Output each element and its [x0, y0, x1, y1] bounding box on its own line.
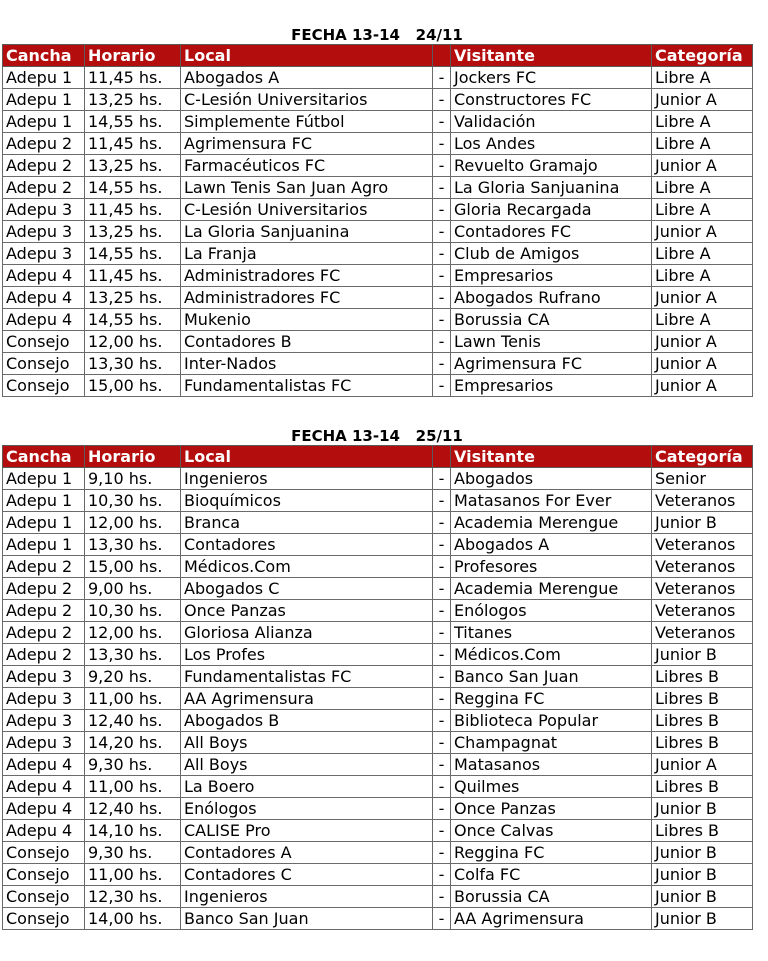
categoria-cell: Libres B	[652, 732, 753, 754]
horario-cell: 13,30 hs.	[85, 353, 181, 375]
cancha-cell: Adepu 1	[3, 89, 85, 111]
local-cell: Agrimensura FC	[181, 133, 433, 155]
horario-cell: 12,00 hs.	[85, 622, 181, 644]
table-row	[3, 133, 753, 155]
cancha-cell: Adepu 4	[3, 754, 85, 776]
cancha-cell: Adepu 4	[3, 776, 85, 798]
table-row	[3, 798, 753, 820]
cancha-cell: Adepu 1	[3, 111, 85, 133]
local-cell: Inter-Nados	[181, 353, 433, 375]
horario-cell: 13,25 hs.	[85, 287, 181, 309]
horario-cell: 11,45 hs.	[85, 67, 181, 89]
fixture-table	[2, 445, 753, 930]
cancha-cell: Adepu 2	[3, 578, 85, 600]
horario-cell: 12,00 hs.	[85, 512, 181, 534]
table-row	[3, 375, 753, 397]
visitante-cell: Revuelto Gramajo	[451, 155, 652, 177]
categoria-cell: Veteranos	[652, 600, 753, 622]
categoria-cell: Libre A	[652, 111, 753, 133]
separator-cell: -	[433, 468, 451, 490]
local-cell: Fundamentalistas FC	[181, 375, 433, 397]
separator-cell: -	[433, 820, 451, 842]
horario-cell: 11,45 hs.	[85, 199, 181, 221]
visitante-cell: Academia Merengue	[451, 578, 652, 600]
table-row	[3, 89, 753, 111]
visitante-cell: Empresarios	[451, 375, 652, 397]
cancha-cell: Adepu 2	[3, 600, 85, 622]
separator-cell: -	[433, 490, 451, 512]
header-categoria: Categoría	[652, 45, 753, 67]
separator-cell: -	[433, 375, 451, 397]
separator-cell: -	[433, 133, 451, 155]
table-row	[3, 732, 753, 754]
visitante-cell: Colfa FC	[451, 864, 652, 886]
local-cell: Enólogos	[181, 798, 433, 820]
separator-cell: -	[433, 798, 451, 820]
separator-cell: -	[433, 177, 451, 199]
horario-cell: 14,00 hs.	[85, 908, 181, 930]
table-header-row	[3, 45, 753, 67]
table-row	[3, 490, 753, 512]
cancha-cell: Adepu 1	[3, 534, 85, 556]
header-local: Local	[181, 45, 433, 67]
visitante-cell: Abogados A	[451, 534, 652, 556]
visitante-cell: Borussia CA	[451, 309, 652, 331]
separator-cell: -	[433, 309, 451, 331]
cancha-cell: Adepu 1	[3, 512, 85, 534]
visitante-cell: Quilmes	[451, 776, 652, 798]
visitante-cell: Lawn Tenis	[451, 331, 652, 353]
table-row	[3, 688, 753, 710]
local-cell: Administradores FC	[181, 287, 433, 309]
header-local: Local	[181, 446, 433, 468]
horario-cell: 14,10 hs.	[85, 820, 181, 842]
separator-cell: -	[433, 842, 451, 864]
horario-cell: 14,55 hs.	[85, 111, 181, 133]
cancha-cell: Consejo	[3, 908, 85, 930]
visitante-cell: Abogados	[451, 468, 652, 490]
categoria-cell: Libres B	[652, 666, 753, 688]
horario-cell: 12,00 hs.	[85, 331, 181, 353]
cancha-cell: Adepu 4	[3, 287, 85, 309]
categoria-cell: Veteranos	[652, 556, 753, 578]
table-row	[3, 534, 753, 556]
visitante-cell: Biblioteca Popular	[451, 710, 652, 732]
local-cell: C-Lesión Universitarios	[181, 199, 433, 221]
header-horario: Horario	[85, 45, 181, 67]
visitante-cell: Titanes	[451, 622, 652, 644]
table-row	[3, 622, 753, 644]
horario-cell: 9,20 hs.	[85, 666, 181, 688]
categoria-cell: Junior A	[652, 221, 753, 243]
separator-cell: -	[433, 688, 451, 710]
table-row	[3, 578, 753, 600]
separator-cell: -	[433, 908, 451, 930]
visitante-cell: Once Panzas	[451, 798, 652, 820]
table-row	[3, 600, 753, 622]
local-cell: Gloriosa Alianza	[181, 622, 433, 644]
local-cell: Médicos.Com	[181, 556, 433, 578]
table-row	[3, 243, 753, 265]
cancha-cell: Adepu 3	[3, 199, 85, 221]
header-visitante: Visitante	[451, 45, 652, 67]
header-categoria: Categoría	[652, 446, 753, 468]
separator-cell: -	[433, 331, 451, 353]
visitante-cell: Once Calvas	[451, 820, 652, 842]
table-row	[3, 67, 753, 89]
local-cell: Contadores	[181, 534, 433, 556]
local-cell: CALISE Pro	[181, 820, 433, 842]
separator-cell: -	[433, 776, 451, 798]
table-row	[3, 111, 753, 133]
table-row	[3, 710, 753, 732]
table-row	[3, 155, 753, 177]
header-separator	[433, 446, 451, 468]
visitante-cell: Champagnat	[451, 732, 652, 754]
categoria-cell: Junior B	[652, 908, 753, 930]
horario-cell: 9,00 hs.	[85, 578, 181, 600]
horario-cell: 13,25 hs.	[85, 221, 181, 243]
cancha-cell: Consejo	[3, 864, 85, 886]
separator-cell: -	[433, 556, 451, 578]
horario-cell: 10,30 hs.	[85, 600, 181, 622]
separator-cell: -	[433, 732, 451, 754]
table-row	[3, 309, 753, 331]
local-cell: Contadores C	[181, 864, 433, 886]
table-row	[3, 820, 753, 842]
categoria-cell: Libres B	[652, 688, 753, 710]
horario-cell: 13,30 hs.	[85, 534, 181, 556]
table-row	[3, 353, 753, 375]
visitante-cell: La Gloria Sanjuanina	[451, 177, 652, 199]
separator-cell: -	[433, 512, 451, 534]
cancha-cell: Consejo	[3, 842, 85, 864]
local-cell: Ingenieros	[181, 886, 433, 908]
categoria-cell: Veteranos	[652, 534, 753, 556]
categoria-cell: Junior B	[652, 512, 753, 534]
local-cell: All Boys	[181, 754, 433, 776]
cancha-cell: Adepu 3	[3, 710, 85, 732]
cancha-cell: Adepu 2	[3, 644, 85, 666]
cancha-cell: Adepu 1	[3, 67, 85, 89]
horario-cell: 13,25 hs.	[85, 89, 181, 111]
fixture-table	[2, 44, 753, 397]
separator-cell: -	[433, 287, 451, 309]
section-title: FECHA 13-14 24/11	[291, 26, 463, 44]
separator-cell: -	[433, 534, 451, 556]
categoria-cell: Junior B	[652, 886, 753, 908]
table-row	[3, 666, 753, 688]
separator-cell: -	[433, 199, 451, 221]
separator-cell: -	[433, 864, 451, 886]
separator-cell: -	[433, 578, 451, 600]
horario-cell: 12,30 hs.	[85, 886, 181, 908]
local-cell: C-Lesión Universitarios	[181, 89, 433, 111]
categoria-cell: Junior B	[652, 864, 753, 886]
local-cell: Fundamentalistas FC	[181, 666, 433, 688]
local-cell: Ingenieros	[181, 468, 433, 490]
table-row	[3, 287, 753, 309]
table-row	[3, 908, 753, 930]
cancha-cell: Adepu 3	[3, 221, 85, 243]
horario-cell: 11,45 hs.	[85, 133, 181, 155]
table-row	[3, 221, 753, 243]
categoria-cell: Libres B	[652, 776, 753, 798]
categoria-cell: Libre A	[652, 177, 753, 199]
header-visitante: Visitante	[451, 446, 652, 468]
separator-cell: -	[433, 754, 451, 776]
visitante-cell: Reggina FC	[451, 688, 652, 710]
categoria-cell: Senior	[652, 468, 753, 490]
table-row	[3, 842, 753, 864]
cancha-cell: Consejo	[3, 375, 85, 397]
visitante-cell: Academia Merengue	[451, 512, 652, 534]
cancha-cell: Adepu 2	[3, 177, 85, 199]
horario-cell: 9,10 hs.	[85, 468, 181, 490]
categoria-cell: Junior A	[652, 353, 753, 375]
separator-cell: -	[433, 111, 451, 133]
local-cell: AA Agrimensura	[181, 688, 433, 710]
separator-cell: -	[433, 67, 451, 89]
visitante-cell: Contadores FC	[451, 221, 652, 243]
categoria-cell: Libre A	[652, 67, 753, 89]
horario-cell: 13,25 hs.	[85, 155, 181, 177]
visitante-cell: Empresarios	[451, 265, 652, 287]
local-cell: Banco San Juan	[181, 908, 433, 930]
separator-cell: -	[433, 265, 451, 287]
horario-cell: 9,30 hs.	[85, 754, 181, 776]
horario-cell: 14,55 hs.	[85, 309, 181, 331]
categoria-cell: Libre A	[652, 199, 753, 221]
local-cell: Branca	[181, 512, 433, 534]
cancha-cell: Adepu 2	[3, 133, 85, 155]
table-row	[3, 886, 753, 908]
local-cell: All Boys	[181, 732, 433, 754]
cancha-cell: Consejo	[3, 886, 85, 908]
categoria-cell: Libre A	[652, 243, 753, 265]
visitante-cell: Abogados Rufrano	[451, 287, 652, 309]
separator-cell: -	[433, 644, 451, 666]
cancha-cell: Adepu 2	[3, 622, 85, 644]
categoria-cell: Junior B	[652, 798, 753, 820]
categoria-cell: Junior A	[652, 287, 753, 309]
categoria-cell: Veteranos	[652, 622, 753, 644]
horario-cell: 11,00 hs.	[85, 776, 181, 798]
cancha-cell: Consejo	[3, 331, 85, 353]
header-cancha: Cancha	[3, 45, 85, 67]
horario-cell: 11,00 hs.	[85, 688, 181, 710]
visitante-cell: Los Andes	[451, 133, 652, 155]
table-row	[3, 754, 753, 776]
local-cell: Simplemente Fútbol	[181, 111, 433, 133]
local-cell: Contadores A	[181, 842, 433, 864]
table-row	[3, 265, 753, 287]
separator-cell: -	[433, 221, 451, 243]
cancha-cell: Adepu 2	[3, 556, 85, 578]
table-row	[3, 556, 753, 578]
horario-cell: 14,55 hs.	[85, 177, 181, 199]
cancha-cell: Adepu 1	[3, 468, 85, 490]
separator-cell: -	[433, 155, 451, 177]
table-row	[3, 644, 753, 666]
horario-cell: 12,40 hs.	[85, 710, 181, 732]
cancha-cell: Adepu 3	[3, 666, 85, 688]
categoria-cell: Libre A	[652, 309, 753, 331]
local-cell: La Franja	[181, 243, 433, 265]
table-row	[3, 199, 753, 221]
categoria-cell: Junior B	[652, 644, 753, 666]
local-cell: Los Profes	[181, 644, 433, 666]
categoria-cell: Libres B	[652, 710, 753, 732]
separator-cell: -	[433, 353, 451, 375]
separator-cell: -	[433, 710, 451, 732]
visitante-cell: Constructores FC	[451, 89, 652, 111]
header-horario: Horario	[85, 446, 181, 468]
visitante-cell: Agrimensura FC	[451, 353, 652, 375]
visitante-cell: AA Agrimensura	[451, 908, 652, 930]
local-cell: Contadores B	[181, 331, 433, 353]
categoria-cell: Libre A	[652, 265, 753, 287]
visitante-cell: Médicos.Com	[451, 644, 652, 666]
visitante-cell: Validación	[451, 111, 652, 133]
cancha-cell: Adepu 3	[3, 243, 85, 265]
categoria-cell: Junior A	[652, 331, 753, 353]
horario-cell: 15,00 hs.	[85, 556, 181, 578]
local-cell: Abogados B	[181, 710, 433, 732]
visitante-cell: Enólogos	[451, 600, 652, 622]
categoria-cell: Veteranos	[652, 490, 753, 512]
local-cell: Lawn Tenis San Juan Agro	[181, 177, 433, 199]
cancha-cell: Adepu 3	[3, 732, 85, 754]
categoria-cell: Junior A	[652, 89, 753, 111]
visitante-cell: Borussia CA	[451, 886, 652, 908]
separator-cell: -	[433, 243, 451, 265]
horario-cell: 12,40 hs.	[85, 798, 181, 820]
table-row	[3, 776, 753, 798]
cancha-cell: Adepu 4	[3, 309, 85, 331]
table-row	[3, 177, 753, 199]
cancha-cell: Adepu 4	[3, 820, 85, 842]
header-cancha: Cancha	[3, 446, 85, 468]
horario-cell: 15,00 hs.	[85, 375, 181, 397]
categoria-cell: Junior B	[652, 842, 753, 864]
horario-cell: 13,30 hs.	[85, 644, 181, 666]
local-cell: Abogados A	[181, 67, 433, 89]
categoria-cell: Junior A	[652, 754, 753, 776]
cancha-cell: Adepu 3	[3, 688, 85, 710]
cancha-cell: Adepu 2	[3, 155, 85, 177]
visitante-cell: Profesores	[451, 556, 652, 578]
horario-cell: 14,20 hs.	[85, 732, 181, 754]
table-row	[3, 331, 753, 353]
categoria-cell: Libre A	[652, 133, 753, 155]
separator-cell: -	[433, 622, 451, 644]
visitante-cell: Gloria Recargada	[451, 199, 652, 221]
horario-cell: 14,55 hs.	[85, 243, 181, 265]
local-cell: Mukenio	[181, 309, 433, 331]
cancha-cell: Consejo	[3, 353, 85, 375]
cancha-cell: Adepu 4	[3, 798, 85, 820]
fixture-section-25-11	[2, 423, 752, 930]
separator-cell: -	[433, 89, 451, 111]
visitante-cell: Jockers FC	[451, 67, 652, 89]
local-cell: La Gloria Sanjuanina	[181, 221, 433, 243]
horario-cell: 11,45 hs.	[85, 265, 181, 287]
categoria-cell: Veteranos	[652, 578, 753, 600]
visitante-cell: Club de Amigos	[451, 243, 652, 265]
table-row	[3, 864, 753, 886]
horario-cell: 10,30 hs.	[85, 490, 181, 512]
cancha-cell: Adepu 4	[3, 265, 85, 287]
header-separator	[433, 45, 451, 67]
table-row	[3, 468, 753, 490]
local-cell: Bioquímicos	[181, 490, 433, 512]
separator-cell: -	[433, 600, 451, 622]
local-cell: Abogados C	[181, 578, 433, 600]
visitante-cell: Reggina FC	[451, 842, 652, 864]
local-cell: Administradores FC	[181, 265, 433, 287]
categoria-cell: Junior A	[652, 375, 753, 397]
horario-cell: 9,30 hs.	[85, 842, 181, 864]
visitante-cell: Matasanos For Ever	[451, 490, 652, 512]
horario-cell: 11,00 hs.	[85, 864, 181, 886]
categoria-cell: Junior A	[652, 155, 753, 177]
table-row	[3, 512, 753, 534]
separator-cell: -	[433, 666, 451, 688]
section-title: FECHA 13-14 25/11	[291, 427, 463, 445]
cancha-cell: Adepu 1	[3, 490, 85, 512]
local-cell: Once Panzas	[181, 600, 433, 622]
visitante-cell: Matasanos	[451, 754, 652, 776]
local-cell: Farmacéuticos FC	[181, 155, 433, 177]
local-cell: La Boero	[181, 776, 433, 798]
categoria-cell: Libres B	[652, 820, 753, 842]
table-header-row	[3, 446, 753, 468]
visitante-cell: Banco San Juan	[451, 666, 652, 688]
fixture-section-24-11	[2, 22, 752, 397]
separator-cell: -	[433, 886, 451, 908]
